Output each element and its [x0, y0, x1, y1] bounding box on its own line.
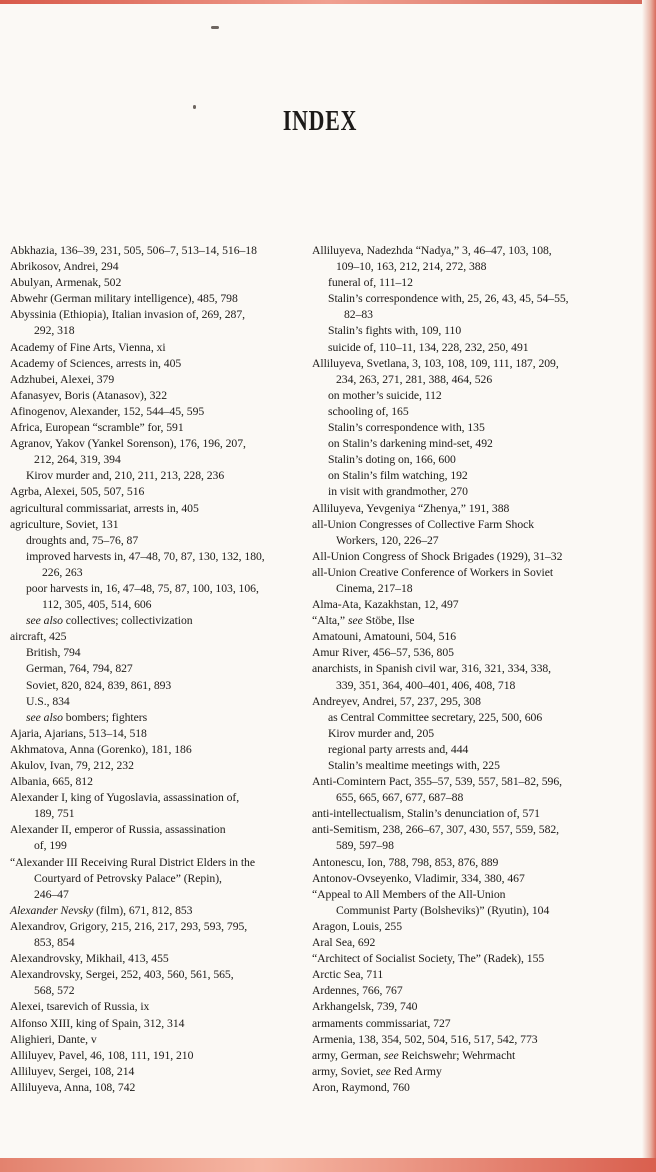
- page-title: INDEX: [282, 106, 358, 137]
- index-entry: Albania, 665, 812: [10, 775, 93, 789]
- index-entry: 568, 572: [34, 984, 75, 998]
- index-entry-text: Stöbe, Ilse: [362, 614, 415, 628]
- index-entry: Ajaria, Ajarians, 513–14, 518: [10, 726, 147, 740]
- index-column-right: [312, 243, 614, 1096]
- index-entry: Abulyan, Armenak, 502: [10, 276, 122, 290]
- index-entry-text: “Alta,”: [312, 614, 348, 628]
- index-entry-text: army, Soviet,: [312, 1064, 377, 1078]
- index-entry: Alexandrovsky, Mikhail, 413, 455: [10, 952, 169, 966]
- index-entry: 292, 318: [34, 324, 75, 338]
- index-entry: Akhmatova, Anna (Gorenko), 181, 186: [10, 742, 192, 756]
- index-entry: 189, 751: [34, 807, 75, 821]
- index-entry: “Alexander III Receiving Rural District Elders in the: [10, 855, 255, 869]
- index-entry: [10, 613, 302, 629]
- index-entry: Africa, European “scramble” for, 591: [10, 421, 184, 435]
- ink-speck: [211, 26, 219, 29]
- index-entry: Alliluyeva, Svetlana, 3, 103, 108, 109, 111, 187, 209,: [312, 356, 559, 370]
- index-entry: 226, 263: [42, 565, 83, 579]
- index-entry: 212, 264, 319, 394: [34, 453, 121, 467]
- index-entry: 655, 665, 667, 677, 687–88: [336, 791, 464, 805]
- index-entry: Arkhangelsk, 739, 740: [312, 1000, 418, 1014]
- index-entry: [312, 1048, 614, 1064]
- index-entry: all-Union Creative Conference of Workers in Soviet: [312, 565, 554, 579]
- index-entry: Anti-Comintern Pact, 355–57, 539, 557, 581–82, 596,: [312, 775, 563, 789]
- index-entry: [10, 903, 302, 919]
- index-entry-text: bombers; fighters: [62, 710, 148, 724]
- index-entry-italic: see also: [26, 614, 63, 628]
- index-entry: “Architect of Socialist Society, The” (Radek), 155: [312, 952, 545, 966]
- index-entry: Abrikosov, Andrei, 294: [10, 260, 119, 274]
- index-entry: 853, 854: [34, 936, 75, 950]
- index-entry: [10, 710, 302, 726]
- index-entry: Stalin’s doting on, 166, 600: [328, 453, 456, 467]
- index-entry-text: collectives; collectivization: [62, 614, 193, 628]
- index-entry: Afinogenov, Alexander, 152, 544–45, 595: [10, 404, 205, 418]
- index-entry: Alliluyeva, Nadezhda “Nadya,” 3, 46–47, 103, 108,: [312, 244, 552, 257]
- index-entry: All-Union Congress of Shock Brigades (1929), 31–32: [312, 549, 563, 563]
- index-entry-text: Reichswehr; Wehrmacht: [398, 1048, 516, 1062]
- index-entry: Aral Sea, 692: [312, 936, 376, 950]
- index-entry: Armenia, 138, 354, 502, 504, 516, 517, 542, 773: [312, 1032, 538, 1046]
- index-entry: Alliluyev, Pavel, 46, 108, 111, 191, 210: [10, 1048, 194, 1062]
- index-entry: German, 764, 794, 827: [26, 662, 133, 676]
- index-entry: [312, 1064, 614, 1080]
- index-entry: Academy of Sciences, arrests in, 405: [10, 356, 182, 370]
- index-entry: Antonescu, Ion, 788, 798, 853, 876, 889: [312, 855, 499, 869]
- index-entry: aircraft, 425: [10, 630, 67, 644]
- index-entry: droughts and, 75–76, 87: [26, 533, 139, 547]
- index-entry-italic: see: [376, 1064, 391, 1078]
- page-right-edge: [642, 0, 656, 1172]
- index-entry: Arctic Sea, 711: [312, 968, 384, 982]
- index-entry: Amatouni, Amatouni, 504, 516: [312, 630, 457, 644]
- index-entry: Antonov-Ovseyenko, Vladimir, 334, 380, 467: [312, 871, 525, 885]
- index-entry: Amur River, 456–57, 536, 805: [312, 646, 454, 660]
- index-entry: Courtyard of Petrovsky Palace” (Repin),: [34, 871, 222, 885]
- index-entry: Alexander I, king of Yugoslavia, assassination of,: [10, 791, 240, 805]
- index-entry: Kirov murder and, 210, 211, 213, 228, 236: [26, 469, 225, 483]
- index-entry-italic: Alexander Nevsky: [10, 903, 94, 917]
- index-entry: [312, 613, 614, 629]
- index-entry: Soviet, 820, 824, 839, 861, 893: [26, 678, 172, 692]
- index-entry: Workers, 120, 226–27: [336, 533, 439, 547]
- index-entry: Alighieri, Dante, v: [10, 1032, 97, 1046]
- index-entry: Alliluyev, Sergei, 108, 214: [10, 1064, 135, 1078]
- index-entry: 82–83: [344, 308, 373, 322]
- index-entry-italic: see: [347, 614, 363, 628]
- index-entry: Alliluyeva, Anna, 108, 742: [10, 1080, 136, 1094]
- index-entry: anti-intellectualism, Stalin’s denunciation of, 571: [312, 807, 540, 821]
- index-entry: 109–10, 163, 212, 214, 272, 388: [336, 260, 487, 274]
- index-entry: Alfonso XIII, king of Spain, 312, 314: [10, 1016, 185, 1030]
- index-entry: all-Union Congresses of Collective Farm Shock: [312, 517, 535, 531]
- index-entry: Ardennes, 766, 767: [312, 984, 403, 998]
- index-entry: anarchists, in Spanish civil war, 316, 321, 334, 338,: [312, 662, 552, 676]
- index-entry: Alexei, tsarevich of Russia, ix: [10, 1000, 150, 1014]
- index-entry: Alma-Ata, Kazakhstan, 12, 497: [312, 598, 459, 612]
- index-entry: Abkhazia, 136–39, 231, 505, 506–7, 513–14, 516–18: [10, 244, 257, 257]
- index-entry: Alexandrov, Grigory, 215, 216, 217, 293, 593, 795,: [10, 919, 248, 933]
- index-entry: of, 199: [34, 839, 67, 853]
- index-entry: as Central Committee secretary, 225, 500, 606: [328, 710, 543, 724]
- index-entry: agricultural commissariat, arrests in, 405: [10, 501, 199, 515]
- index-entry: funeral of, 111–12: [328, 276, 413, 290]
- index-entry: on Stalin’s film watching, 192: [328, 469, 468, 483]
- index-entry: Abwehr (German military intelligence), 485, 798: [10, 292, 238, 306]
- index-entry: 112, 305, 405, 514, 606: [42, 598, 152, 612]
- index-entry: Agrba, Alexei, 505, 507, 516: [10, 485, 145, 499]
- index-entry: Stalin’s fights with, 109, 110: [328, 324, 462, 338]
- index-entry: on Stalin’s darkening mind-set, 492: [328, 437, 493, 451]
- index-entry: Adzhubei, Alexei, 379: [10, 372, 115, 386]
- index-entry: Communist Party (Bolsheviks)” (Ryutin), 104: [336, 903, 550, 917]
- index-entry-text: (film), 671, 812, 853: [93, 903, 193, 917]
- index-entry: British, 794: [26, 646, 81, 660]
- index-entry: “Appeal to All Members of the All-Union: [312, 887, 506, 901]
- index-entry: Aron, Raymond, 760: [312, 1080, 410, 1094]
- index-entry: Afanasyev, Boris (Atanasov), 322: [10, 388, 168, 402]
- index-column-left: [10, 243, 302, 1096]
- index-entry: suicide of, 110–11, 134, 228, 232, 250, 491: [328, 340, 529, 354]
- index-entry-italic: see also: [26, 710, 63, 724]
- index-entry: Stalin’s mealtime meetings with, 225: [328, 759, 500, 772]
- index-entry: Kirov murder and, 205: [328, 726, 435, 740]
- index-entry: 234, 263, 271, 281, 388, 464, 526: [336, 372, 493, 386]
- index-entry-text: army, German,: [312, 1048, 384, 1062]
- index-entry: poor harvests in, 16, 47–48, 75, 87, 100, 103, 106,: [26, 581, 259, 595]
- index-entry: Alliluyeva, Yevgeniya “Zhenya,” 191, 388: [312, 501, 510, 515]
- index-entry: in visit with grandmother, 270: [328, 485, 468, 499]
- index-entry: Alexandrovsky, Sergei, 252, 403, 560, 561, 565,: [10, 968, 234, 982]
- index-entry: Aragon, Louis, 255: [312, 919, 402, 933]
- index-entry: Alexander II, emperor of Russia, assassination: [10, 823, 226, 837]
- index-entry: anti-Semitism, 238, 266–67, 307, 430, 557, 559, 582,: [312, 823, 560, 837]
- index-entry: 339, 351, 364, 400–401, 406, 408, 718: [336, 678, 516, 692]
- index-entry: 246–47: [34, 887, 69, 901]
- index-entry: Stalin’s correspondence with, 25, 26, 43, 45, 54–55,: [328, 292, 569, 306]
- index-entry: Stalin’s correspondence with, 135: [328, 421, 485, 435]
- index-entry: improved harvests in, 47–48, 70, 87, 130, 132, 180,: [26, 549, 265, 563]
- index-entry-italic: see: [383, 1048, 399, 1062]
- index-entry: Academy of Fine Arts, Vienna, xi: [10, 340, 166, 354]
- index-entry: Cinema, 217–18: [336, 581, 413, 595]
- index-entry: U.S., 834: [26, 694, 70, 708]
- index-entry: schooling of, 165: [328, 404, 409, 418]
- page-bottom-edge: [0, 1158, 656, 1172]
- index-entry: on mother’s suicide, 112: [328, 388, 442, 402]
- index-entry: regional party arrests and, 444: [328, 742, 469, 756]
- index-entry: Abyssinia (Ethiopia), Italian invasion of, 269, 287,: [10, 308, 246, 322]
- index-entry: Andreyev, Andrei, 57, 237, 295, 308: [312, 694, 481, 708]
- index-entry-text: Red Army: [390, 1064, 442, 1078]
- index-entry: Akulov, Ivan, 79, 212, 232: [10, 759, 134, 772]
- index-entry: 589, 597–98: [336, 839, 394, 853]
- page-top-edge: [0, 0, 656, 4]
- index-entry: Agranov, Yakov (Yankel Sorenson), 176, 196, 207,: [10, 437, 246, 451]
- index-entry: armaments commissariat, 727: [312, 1016, 451, 1030]
- index-entry: agriculture, Soviet, 131: [10, 517, 119, 531]
